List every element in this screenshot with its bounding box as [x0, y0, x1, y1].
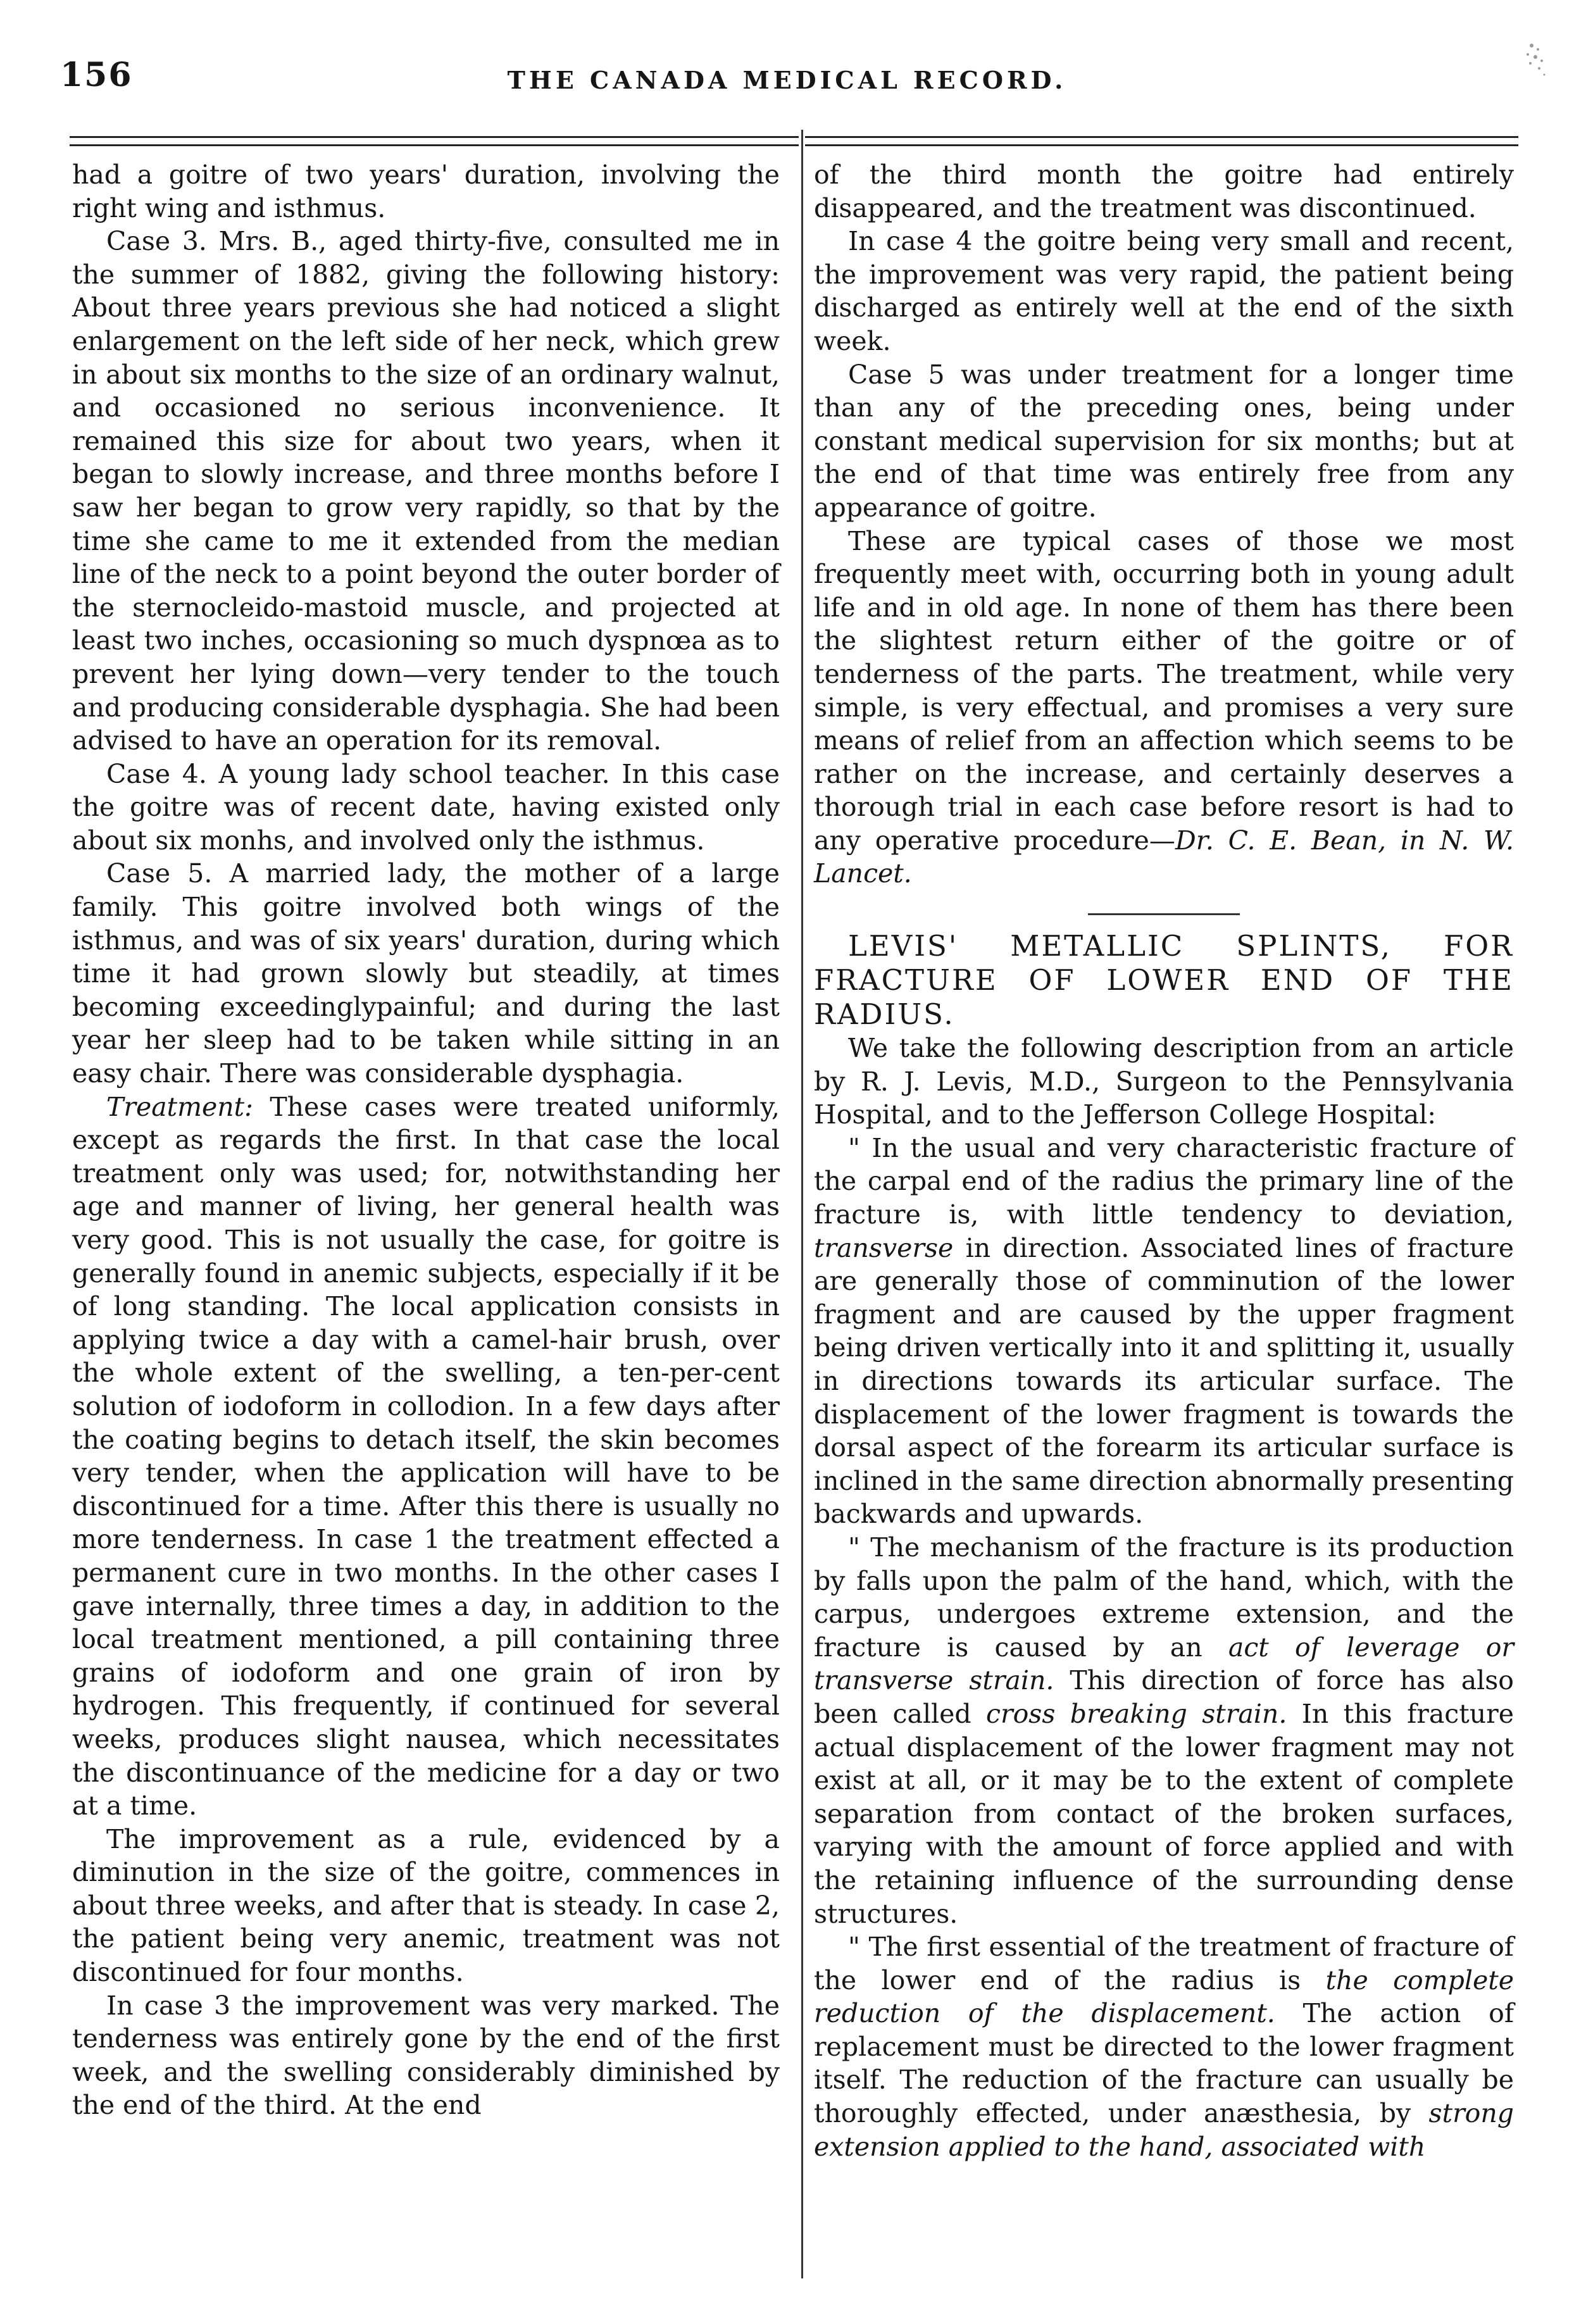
paragraph-case-3: Case 3. Mrs. B., aged thirty-five, consulted me in the summer of 1882, giving the following history: About three years previous she had noticed a slight enlargement on the left side of her neck, which grew in about six months to the size of an ordinary walnut, and occasioned no serious inconvenience. It remained this size for about two years, when it began to slowly increase, and three months before I saw her began to grow very rapidly, so that by the time she came to me it extended from the median line of the neck to a point beyond the outer border of the sternocleido-mastoid muscle, and projected at least two inches, occasioning so much dyspnœa as to prevent her lying down—very tender to the touch and producing considerable dysphagia. She had been advised to have an operation for its removal. — [72, 226, 780, 756]
paragraph-case-4: Case 4. A young lady school teacher. In this case the goitre was of recent date, having existed only about six monhs, and involved only the isthmus. — [72, 758, 780, 856]
running-title: THE CANADA MEDICAL RECORD. — [507, 66, 1067, 94]
paragraph-case-4-result: In case 4 the goitre being very small and recent, the improvement was very rapid, the patient being discharged as entirely well at the end of the sixth week. — [814, 226, 1514, 356]
text-run: in direction. Associated lines of fracture are generally those of comminution of the lower fragment and are caused by the upper fragment being driven vertically into it and splitting it, usually in directions towards its articular surface. The displacement of the lower fragment is towards the dorsal aspect of the forearm its articular surface is inclined in the same direction abnormally presenting backwards and upwards. — [814, 1232, 1514, 1530]
source-credit: Dr. C. E. Bean, in N. W. Lancet. — [814, 825, 1514, 889]
page-header — [0, 56, 1574, 106]
section-divider — [1088, 913, 1240, 915]
header-rule-right — [805, 136, 1518, 146]
text-run: " In the usual and very characteristic fracture of the carpal end of the radius the primary line of the fracture is, with little tendency to deviation, — [814, 1132, 1514, 1230]
emphasis: the complete reduction of the displacement. — [814, 1965, 1514, 2029]
emphasis: transverse — [814, 1232, 954, 1263]
paragraph-summary — [814, 525, 1514, 891]
paragraph-mechanism — [814, 1531, 1514, 1930]
paragraph: had a goitre of two years' duration, involving the right wing and isthmus. — [72, 159, 780, 223]
paragraph-fracture-description — [814, 1132, 1514, 1531]
text-run: This direction of force has also been called — [814, 1665, 1514, 1729]
paragraph-intro: We take the following description from an article by R. J. Levis, M.D., Surgeon to the Pennsylvania Hospital, and to the Jefferson College Hospital: — [814, 1033, 1514, 1130]
corner-mark-icon — [1514, 38, 1552, 89]
article-heading: LEVIS' METALLIC SPLINTS, FOR FRACTURE OF LOWER END OF THE RADIUS. — [814, 929, 1514, 1032]
emphasis: act of leverage or transverse strain. — [814, 1632, 1514, 1696]
column-divider — [801, 130, 803, 2278]
summary-text: These are typical cases of those we most frequently meet with, occurring both in young adult life and in old age. In none of them has there been the slightest return either of the goitre or of tenderness of the parts. The treatment, while very simple, is very effectual, and promises a very sure means of relief from an affection which seems to be rather on the increase, and certainly deserves a thorough trial in each case before resort is had to any operative procedure— — [814, 525, 1514, 856]
paragraph-case-5-result: Case 5 was under treatment for a longer time than any of the preceding ones, being under constant medical supervision for six months; but at the end of that time was entirely free from any appearance of goitre. — [814, 359, 1514, 523]
paragraph-case-5: Case 5. A married lady, the mother of a large family. This goitre involved both wings of the isthmus, and was of six years' duration, during which time it had grown slowly but steadily, at times becoming exceedinglypainful; and during the last year her sleep had to be taken while sitting in an easy chair. There was considerable dysphagia. — [72, 858, 780, 1089]
paragraph: of the third month the goitre had entirely disappeared, and the treatment was discontinued. — [814, 159, 1514, 223]
text-run: In this fracture actual displacement of the lower fragment may not exist at all, or it may be to the extent of complete separation from contact of the broken surfaces, varying with the amount of force applied and with the retaining influence of the surrounding dense structures. — [814, 1698, 1514, 1929]
paragraph-treatment-essential — [814, 1930, 1514, 2163]
header-rule-left — [70, 136, 799, 146]
emphasis: cross breaking strain. — [986, 1698, 1287, 1729]
treatment-label: Treatment: — [106, 1091, 253, 1122]
paragraph-treatment — [72, 1090, 780, 1823]
text-run: " The first essential of the treatment of fracture of the lower end of the radius is — [814, 1932, 1514, 1996]
paragraph-improvement: The improvement as a rule, evidenced by a diminution in the size of the goitre, commences in about three weeks, and after that is steady. In case 2, the patient being very anemic, treatment was not discontinued for four months. — [72, 1823, 780, 1988]
text-run: The action of replacement must be directed to the lower fragment itself. The reduction of the fracture can usually be thoroughly effected, under anæsthesia, by — [814, 1998, 1514, 2129]
emphasis: strong extension applied to the hand, associated with — [814, 2098, 1514, 2162]
page-number: 156 — [60, 56, 133, 94]
left-column — [72, 158, 780, 2122]
text-run: " The mechanism of the fracture is its production by falls upon the palm of the hand, which, with the carpus, undergoes extreme extension, and the fracture is caused by an — [814, 1532, 1514, 1663]
treatment-text: These cases were treated uniformly, except as regards the first. In that case the local treatment only was used; for, notwithstanding her age and manner of living, her general health was very good. This is not usually the case, for goitre is generally found in anemic subjects, especially if it be of long standing. The local application consists in applying twice a day with a camel-hair brush, over the whole extent of the swelling, a ten-per-cent solution of iodoform in collodion. In a few days after the coating begins to detach itself, the skin becomes very tender, when the application will have to be discontinued for a time. After this there is usually no more tenderness. In case 1 the treatment effected a permanent cure in two months. In the other cases I gave internally, three times a day, in addition to the local treatment mentioned, a pill containing three grains of iodoform and one grain of iron by hydrogen. This frequently, if continued for several weeks, produces slight nausea, which necessitates the discontinuance of the medicine for a day or two at a time. — [72, 1091, 780, 1821]
right-column — [814, 158, 1514, 2163]
paragraph-case-3-result: In case 3 the improvement was very marked. The tenderness was entirely gone by the end of the first week, and the swelling considerably diminished by the end of the third. At the end — [72, 1990, 780, 2121]
